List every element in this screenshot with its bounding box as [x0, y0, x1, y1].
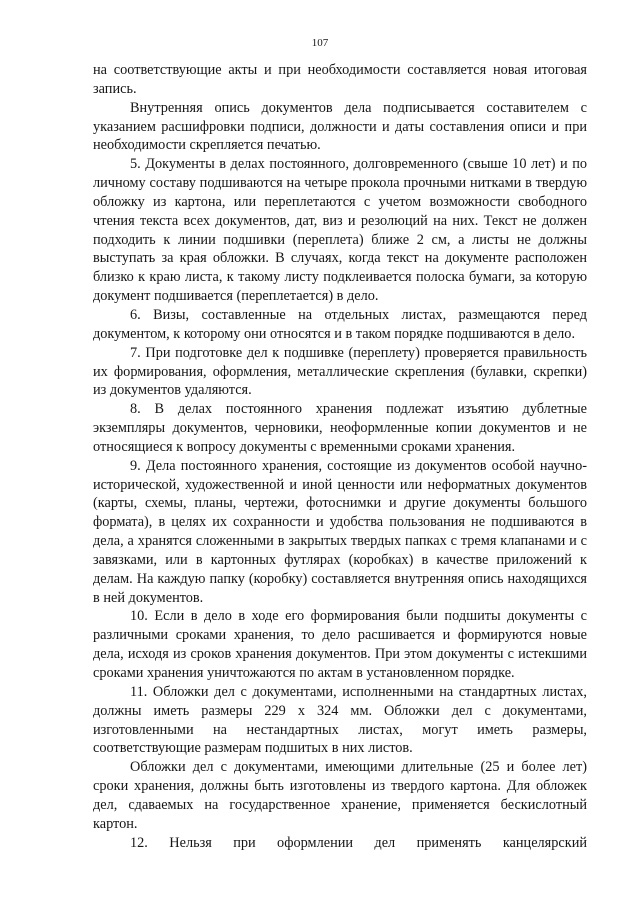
paragraph-continuation: на соответствующие акты и при необходимости составляется новая итоговая запись. [93, 62, 587, 97]
paragraph-item-8: 8. В делах постоянного хранения подлежат изъятию дублетные экземпляры документов, черновики, неоформленные копии документов и не относящиеся к вопросу документы с временными сроками хранения. [93, 401, 587, 455]
page-number: 107 [311, 37, 329, 49]
paragraph-item-6: 6. Визы, составленные на отдельных листах, размещаются перед документом, к которому они относятся и в таком порядке подшиваются в дело. [93, 306, 587, 342]
paragraph-item-7: 7. При подготовке дел к подшивке (переплету) проверяется правильность их формирования, оформления, металлические скрепления (булавки, скрепки) из документов удаляются. [93, 344, 587, 399]
paragraph-item-12: 12. Нельзя при оформлении дел применять канцелярский [130, 834, 587, 851]
paragraph-inventory-signature: Внутренняя опись документов дела подписывается составителем с указанием расшифровки подписи, должности и даты составления описи и при необходимости скрепляется печатью. [93, 99, 587, 154]
paragraph-item-11: 11. Обложки дел с документами, исполненными на стандартных листах, должны иметь размеры 229 х 324 мм. Обложки дел с документами, изготовленными на нестандартных листах, могут иметь размеры, соответствующие размерам подшитых в них листов. [93, 683, 587, 757]
paragraph-item-9: 9. Дела постоянного хранения, состоящие из документов особой научно-исторической, художественной и иной ценности или неформатных документов (карты, схемы, планы, чертежи, фотоснимки и другие документы большого формата), в целях их сохранности и удобства пользования не подшиваются в дела, а хранятся сложенными в закрытых твердых папках с тремя клапанами и с завязками, или в картонных футлярах (коробках) в качестве приложений к делам. На каждую папку (коробку) составляется внутренняя опись находящихся в ней документов. [93, 457, 587, 606]
document-body [93, 61, 587, 852]
paragraph-item-10: 10. Если в дело в ходе его формирования были подшиты документы с различными сроками хранения, то дело расшивается и формируются новые дела, исходя из сроков хранения документов. При этом документы с истекшими сроками хранения уничтожаются по актам в установленном порядке. [93, 608, 587, 681]
paragraph-cover-materials: Обложки дел с документами, имеющими длительные (25 и более лет) сроки хранения, должны быть изготовлены из твердого картона. Для обложек дел, сдаваемых на государственное хранение, применяется бескислотный картон. [93, 759, 587, 832]
paragraph-item-5: 5. Документы в делах постоянного, долговременного (свыше 10 лет) и по личному составу подшиваются на четыре прокола прочными нитками в твердую обложку из картона, или переплетаются с учетом возможности свободного чтения текста всех документов, дат, виз и резолюций на них. Текст не должен подходить к линии подшивки (переплета) ближе 2 см, а листы не должны выступать за края обложки. В случаях, когда текст на документе расположен близко к краю листа, к такому листу подклеивается полоска бумаги, за которую документ подшивается (переплетается) в дело. [93, 156, 587, 305]
